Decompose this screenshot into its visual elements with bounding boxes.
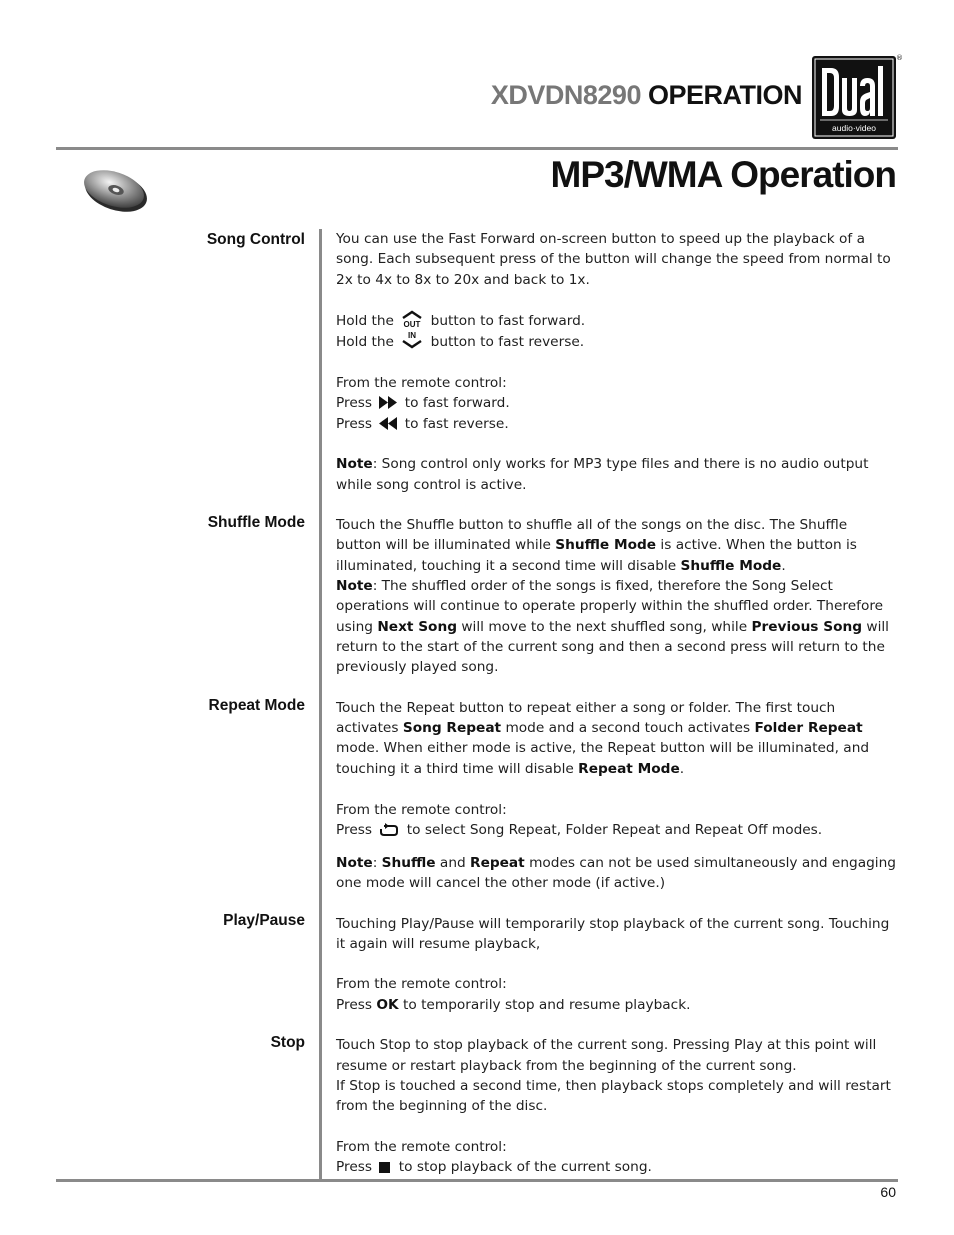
stop-remote-label: From the remote control: [336, 1138, 507, 1155]
hold-fr-line [336, 331, 896, 352]
label-song-control: Song Control [206, 231, 305, 248]
fast-forward-icon [378, 395, 398, 410]
repeat-mode-text: Touch the Repeat button to repeat either a song or folder. The first touch activates Song Repeat mode and a second touch activates Folder Repeat mode. When either mode is active, the Repeat button will be illuminated, and touching it a third time will disable Repeat Mode. [336, 699, 870, 777]
hold-ff-text: button to fast forward. [426, 313, 586, 330]
press-word: Press [336, 822, 377, 839]
press-stop-text: to stop playback of the current song. [394, 1159, 652, 1176]
repeat-icon [378, 823, 400, 837]
hold-prefix: Hold the [336, 313, 399, 330]
note-label: Note [336, 456, 373, 473]
disc-icon [80, 166, 150, 218]
song-control-note [336, 454, 896, 495]
press-word: Press [336, 1159, 377, 1176]
svg-text:IN: IN [408, 331, 417, 341]
repeat-remote-label: From the remote control: [336, 802, 507, 819]
in-down-arrow-icon [400, 331, 424, 349]
press-fr-line [336, 414, 896, 434]
label-stop: Stop [270, 1034, 305, 1051]
press-fr-text: to fast reverse. [400, 415, 509, 432]
hold-prefix: Hold the [336, 334, 399, 351]
top-rule [56, 147, 898, 150]
stop-text-2: If Stop is touched a second time, then playback stops completely and will restart from the beginning of the disc. [336, 1077, 891, 1115]
shuffle-mode-text: Touch the Shuffle button to shuffle all of the songs on the disc. The Shuffle button will be illuminated while Shuffle Mode is active. When the button is illuminated, touching it a second time will disable Shuffle Mode. [336, 517, 857, 574]
dual-logo-graphic [812, 56, 896, 139]
play-pause-text: Touching Play/Pause will temporarily stop playback of the current song. Touching it again will resume playback, [336, 915, 890, 952]
shuffle-mode-note: Note: The shuffled order of the songs is fixed, therefore the Song Select operations will continue to operate properly within the shuffled order. Therefore using Next Song will move to the next shuffled song, while Previous Song will return to the start of the current song and then a second press will return to the previously played song. [336, 578, 889, 676]
model-name: XDVDN8290 [490, 80, 641, 110]
stop-text-1: Touch Stop to stop playback of the current song. Pressing Play at this point will resume or restart playback from the beginning of the current song. [336, 1037, 877, 1074]
model-operation-heading [491, 80, 802, 111]
content-column [336, 229, 896, 1177]
press-word: Press [336, 395, 377, 412]
stop-square-icon [378, 1161, 392, 1174]
page-title: MP3/WMA Operation [550, 154, 896, 195]
registered-mark: ® [896, 54, 903, 62]
hold-fr-text: button to fast reverse. [426, 334, 585, 351]
svg-text:OUT: OUT [403, 320, 421, 329]
note-text: : Song control only works for MP3 type files and there is no audio output while song control is active. [336, 456, 869, 493]
dual-logo [812, 56, 896, 139]
press-ff-line [336, 393, 896, 413]
hold-ff-line [336, 310, 896, 331]
label-repeat-mode: Repeat Mode [208, 697, 305, 714]
press-stop-line [336, 1157, 896, 1177]
out-up-arrow-icon [400, 310, 424, 328]
press-ff-text: to fast forward. [400, 395, 510, 412]
repeat-mode-note: Note: Shuffle and Repeat modes can not be used simultaneously and engaging one mode will cancel the other mode (if active.) [336, 854, 896, 891]
label-play-pause: Play/Pause [223, 912, 305, 929]
remote-label: From the remote control: [336, 375, 507, 392]
logo-tagline: audio·video [832, 123, 876, 133]
label-shuffle-mode: Shuffle Mode [207, 514, 305, 531]
bottom-rule [56, 1179, 898, 1182]
page-number: 60 [880, 1184, 896, 1200]
press-repeat-text: to select Song Repeat, Folder Repeat and Repeat Off modes. [402, 822, 823, 839]
press-word: Press [336, 415, 377, 432]
press-repeat-line [336, 820, 896, 840]
fast-reverse-icon [378, 416, 398, 431]
column-divider [319, 229, 322, 1179]
operation-word: OPERATION [647, 80, 802, 110]
song-control-intro: You can use the Fast Forward on-screen button to speed up the playback of a song. Each subsequent press of the button will change the speed from normal to 2x to 4x to 8x to 20x and back to 1x. [336, 231, 891, 288]
press-ok-line: Press OK to temporarily stop and resume playback. [336, 996, 691, 1013]
play-pause-remote-label: From the remote control: [336, 976, 507, 993]
